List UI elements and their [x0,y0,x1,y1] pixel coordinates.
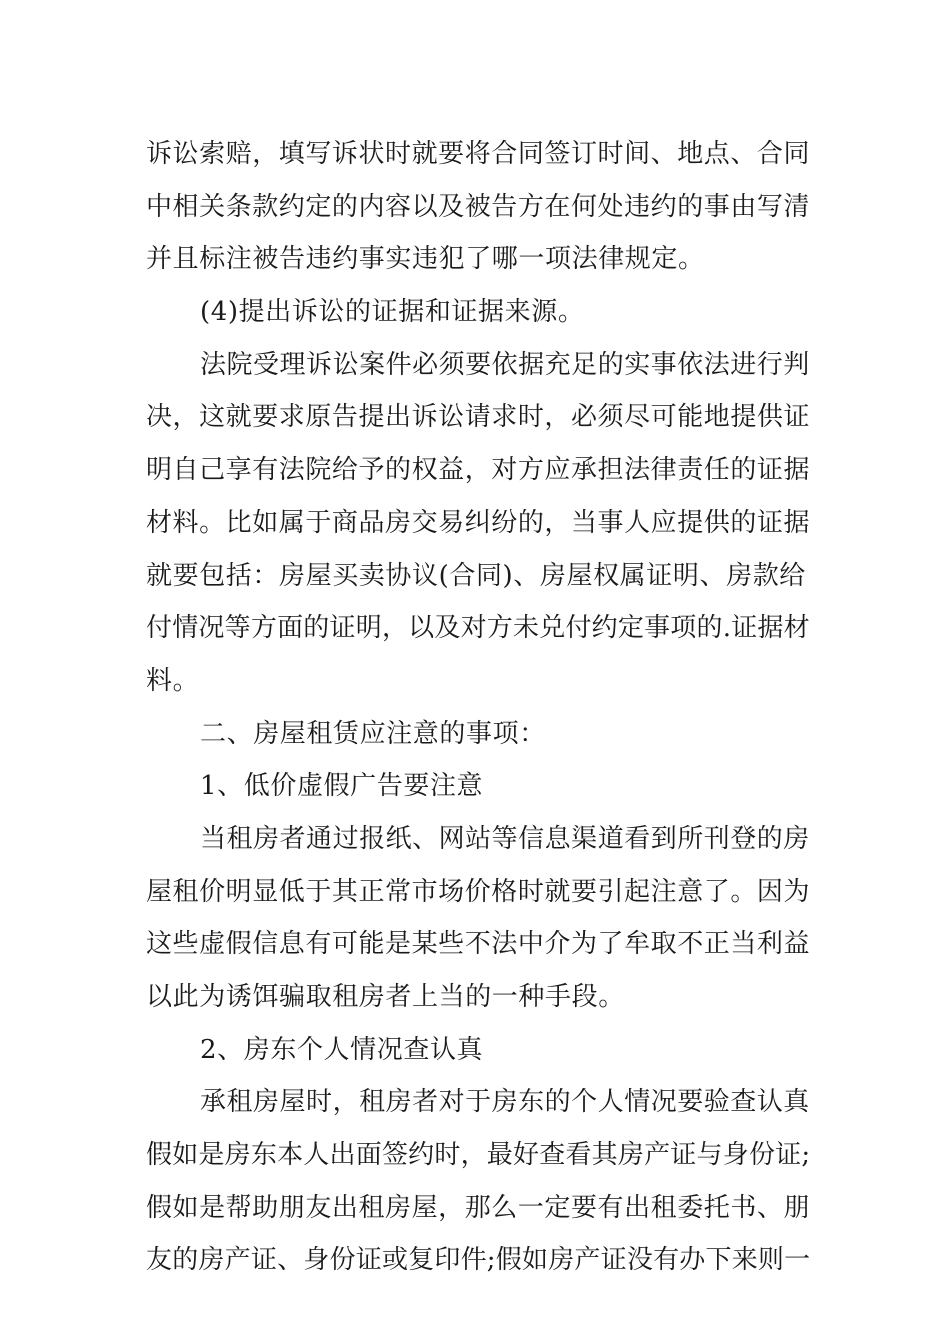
text-line: 这些虚假信息有可能是某些不法中介为了牟取不正当利益 [146,929,811,960]
text-line: 1、低价虚假广告要注意 [200,771,484,802]
text-line: 友的房产证、身份证或复印件;假如房产证没有办下来则一 [146,1245,811,1276]
text-line: 假如是帮助朋友出租房屋，那么一定要有出租委托书、朋 [146,1192,811,1223]
text-line: 就要包括：房屋买卖协议(合同)、房屋权属证明、房款给 [146,560,806,591]
text-line: 诉讼索赔，填写诉状时就要将合同签订时间、地点、合同 [146,139,811,169]
text-line: 2、房东个人情况查认真 [200,1034,484,1065]
text-line: 承租房屋时，租房者对于房东的个人情况要验查认真 [200,1087,810,1118]
text-line: 明自己享有法院给予的权益，对方应承担法律责任的证据 [146,455,811,486]
text-line: 二、房屋租赁应注意的事项： [200,718,546,749]
text-line: 屋租价明显低于其正常市场价格时就要引起注意了。因为 [146,876,811,907]
text-line: 中相关条款约定的内容以及被告方在何处违约的事由写清 [146,191,811,222]
text-line: 以此为诱饵骗取租房者上当的一种手段。 [146,982,625,1012]
text-line: 假如是房东本人出面签约时，最好查看其房产证与身份证; [146,1140,811,1171]
document-body [146,128,810,1287]
text-line: 当租房者通过报纸、网站等信息渠道看到所刊登的房 [200,823,810,854]
text-line: 决，这就要求原告提出诉讼请求时，必须尽可能地提供证 [146,402,811,433]
text-line: 并且标注被告违约事实违犯了哪一项法律规定。 [146,244,705,275]
text-line: 付情况等方面的证明，以及对方未兑付约定事项的.证据材 [146,613,810,644]
text-line: (4)提出诉讼的证据和证据来源。 [200,297,585,328]
text-line: 料。 [146,665,200,696]
text-line: 法院受理诉讼案件必须要依据充足的实事依法进行判 [200,349,810,380]
text-line: 材料。比如属于商品房交易纠纷的，当事人应提供的证据 [146,507,811,538]
